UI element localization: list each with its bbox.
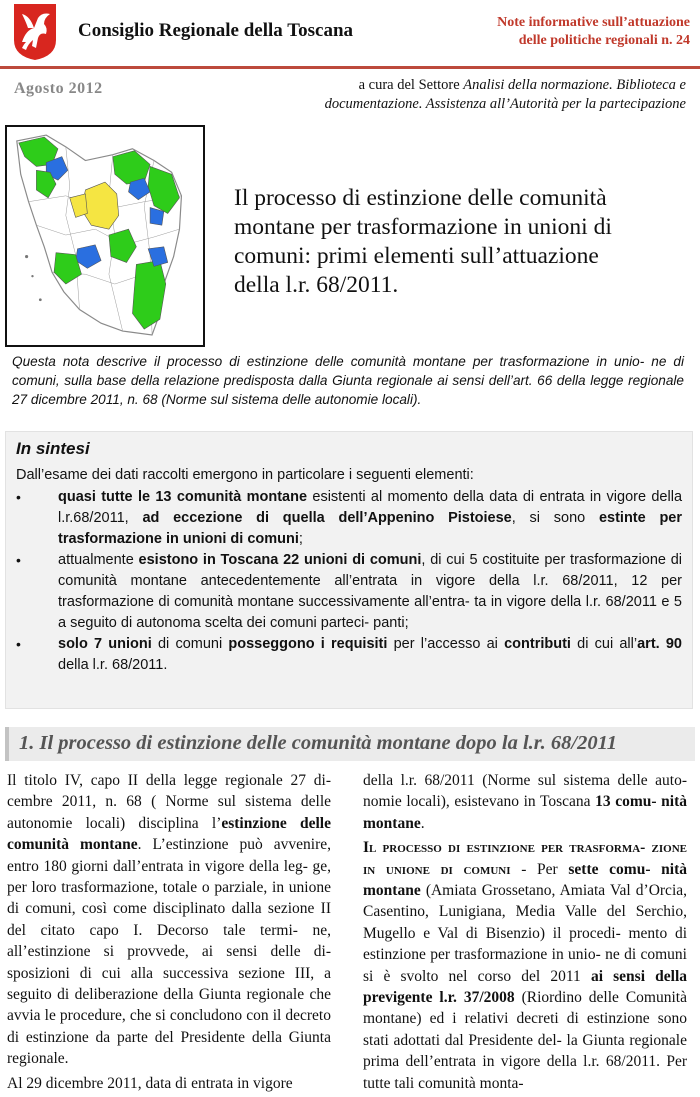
series-title: [497, 14, 690, 50]
summary-text-bold: estinte per trasformazione in unioni di comuni: [58, 510, 683, 547]
bullet-icon: •: [16, 636, 21, 652]
editors-dept-1: Analisi della normazione. Biblioteca e: [463, 77, 686, 93]
bullet-icon: •: [16, 552, 21, 568]
title-line-1: Il processo di estinzione delle comunità: [234, 185, 607, 211]
series-line-1: Note informative sull’attuazione: [497, 15, 690, 30]
summary-item: [16, 487, 682, 550]
summary-text-bold: contributi: [504, 636, 571, 652]
summary-box: [5, 431, 693, 709]
summary-text-bold: ad eccezione di quella dell’Appenino Pistoiese: [142, 510, 512, 526]
summary-text: per l’accesso ai: [387, 636, 505, 652]
body-column-right: [363, 770, 687, 1097]
summary-text: esistenti al momento della data di entrata in vigore della l.r.68/2011,: [58, 489, 683, 526]
section-heading-bar: [5, 727, 695, 761]
body-text: della l.r. 68/2011 (Norme sul sistema delle auto- nomie locali), esistevano in Toscana: [363, 772, 687, 811]
map-area-green-amiata: [132, 261, 165, 330]
body-text-bold: sette comu- nità montane: [363, 860, 687, 900]
summary-text-bold: solo 7 unioni: [58, 636, 152, 652]
summary-text-bold: quasi tutte le 13 comunità montane: [58, 489, 308, 505]
body-paragraph: Al 29 dicembre 2011, data di entrata in vigore: [7, 1074, 293, 1092]
summary-text: attualmente: [58, 552, 139, 568]
body-paragraph: [363, 770, 687, 834]
series-line-2: delle politiche regionali n. 24: [518, 33, 690, 48]
summary-item: [16, 550, 682, 634]
tuscany-map: [5, 125, 205, 347]
title-line-4: della l.r. 68/2011.: [234, 272, 399, 298]
title-line-2: montane per trasformazione in unioni di: [234, 214, 612, 240]
summary-heading: In sintesi: [16, 439, 90, 458]
body-text: .: [420, 814, 425, 832]
body-text: Il titolo IV, capo II della legge regionale 27 di- cembre 2011, n. 68 ( Norme sul sistema delle autonomie locali) disciplina l’: [7, 772, 331, 832]
body-text: . L’estinzione può avvenire, entro 180 giorni dall’entrata in vigore della leg- ge, per loro trasformazione, totale o parziale, in unione di comuni, così come disciplinato dalla sezione II del citato capo I. Decorso tale termi- ne, all’estinzione si provvede, ai sensi delle di- sposizioni di cui alla successiva sezione III, a seguito di deliberazione della Giunta regionale che avvia le procedure, che si concludono con il decreto di estinzione da parte del Presidente della Giunta regionale.: [7, 836, 331, 1068]
editors-prefix: a cura del Settore: [358, 77, 464, 93]
summary-text-bold: esistono in Toscana 22 unioni di comuni: [138, 552, 422, 568]
body-text: - Per: [510, 860, 569, 878]
summary-text: ;: [298, 531, 303, 547]
body-paragraph: [363, 837, 687, 1094]
summary-text-bold: posseggono i requisiti: [228, 636, 388, 652]
body-text-bold: estinzione delle comunità montane: [7, 814, 331, 854]
summary-text: , di cui 5 costituite per trasformazione di comunità montane antecedentemente all’entrata in vigore della l.r. 68/2011, 12 per trasformazione di comunità montane successivamente all’entra- ta in vigore della l.r. 68/2011 e 5 a seguito di autonoma scelta dei comuni parteci- panti;: [58, 552, 682, 631]
editors-credit: [266, 76, 686, 114]
title-line-3: comuni: primi elementi sull’attuazione: [234, 243, 599, 269]
body-column-left: [7, 770, 331, 1097]
pegasus-logo-icon: [4, 2, 66, 62]
document-title: [234, 184, 674, 300]
intro-paragraph: Questa nota descrive il processo di estinzione delle comunità montane per trasformazione in unio- ne di comuni, sulla base della relazione predisposta dalla Giunta regionale ai sensi dell’art. 66 della legge regionale 27 dicembre 2011, n. 68 (Norme sul sistema delle autonomie locali).: [12, 354, 684, 407]
publication-date: Agosto 2012: [14, 80, 103, 97]
summary-text: , si sono: [511, 510, 599, 526]
summary-text: di cui all’: [570, 636, 638, 652]
body-text: (Amiata Grossetano, Amiata Val d’Orcia, Casentino, Lunigiana, Media Valle del Serchio, Mugello e Val di Bisenzio) il procedi- mento di estinzione per trasformazione in unio- ne di comuni si è svolto nel corso del 2011: [363, 882, 687, 985]
summary-list: [16, 487, 682, 676]
summary-lead: Dall’esame dei dati raccolti emergono in particolare i seguenti elementi:: [16, 467, 474, 483]
section-title: 1. Il processo di estinzione delle comunità montane dopo la l.r. 68/2011: [19, 732, 617, 754]
body-text-bold: ai sensi della previgente l.r. 37/2008: [363, 967, 687, 1007]
body-subheading: Il processo di estinzione per trasforma- zione in unione di comuni: [363, 839, 687, 878]
summary-text: della l.r. 68/2011.: [58, 657, 168, 673]
body-paragraph: [7, 770, 331, 1070]
editors-dept-2: documentazione. Assistenza all’Autorità per la partecipazione: [324, 96, 686, 112]
summary-text: di comuni: [151, 636, 229, 652]
header-rule: [0, 66, 700, 69]
bullet-icon: •: [16, 489, 21, 505]
body-text: (Riordino delle Comunità montane) ed i relativi decreti di estinzione sono stati adottati dal Presidente del- la Giunta regionale prima dell’entrata in vigore della l.r. 68/2011. Per tutte tali comunità monta-: [363, 989, 687, 1092]
summary-text-bold: art. 90: [637, 636, 682, 652]
body-text-bold: 13 comu- nità montane: [363, 793, 687, 832]
summary-item: [16, 634, 682, 676]
org-title: Consiglio Regionale della Toscana: [78, 20, 354, 41]
